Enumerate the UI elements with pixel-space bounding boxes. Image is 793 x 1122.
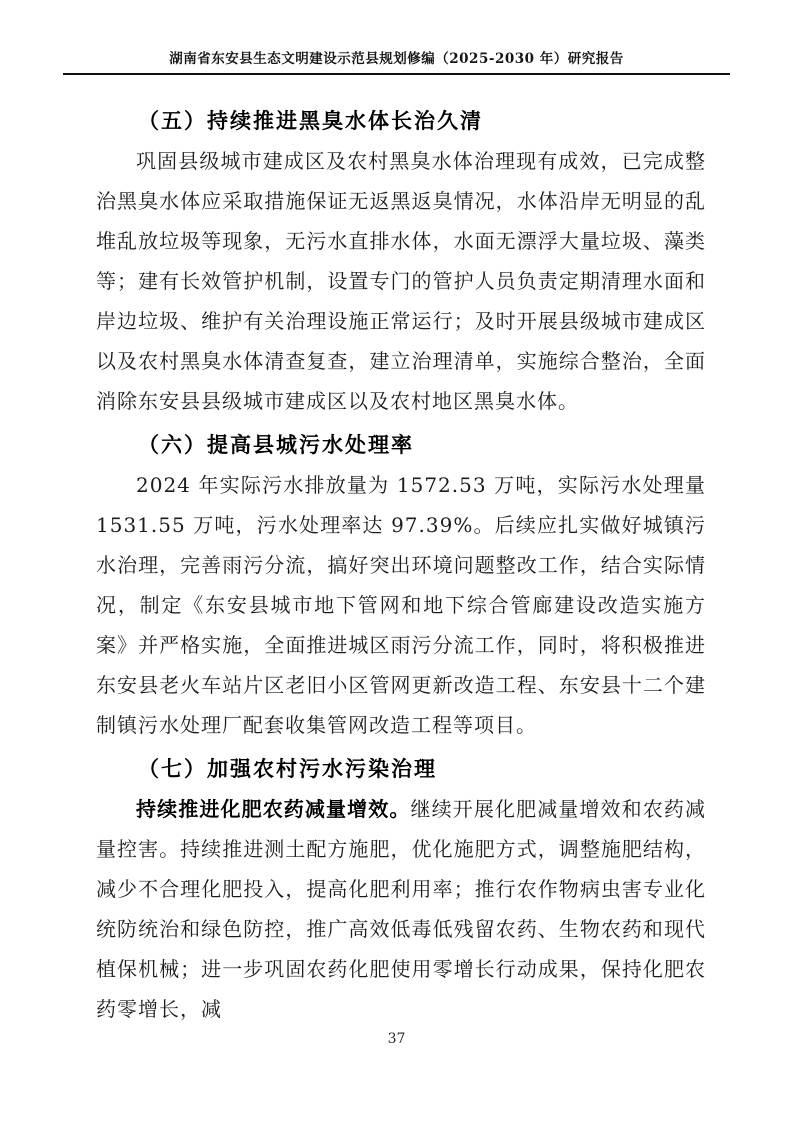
section-heading-7: （七）加强农村污水污染治理 (138, 756, 437, 781)
section-6-paragraph: 2024 年实际污水排放量为 1572.53 万吨，实际污水处理量 1531.55 万吨，污水处理率达 97.39%。后续应扎实做好城镇污水治理，完善雨污分流，搞好突出环境问题整改工作，结合实际情况，制定《东安县城市地下管网和地下综合管廊建设改造实施方案》并严格实施，全面推进城区雨污分流工作，同时，将积极推进东安县老火车站片区老旧小区管网更新改造工程、东安县十二个建制镇污水处理厂配套收集管网改造工程等项目。 (96, 473, 706, 737)
section-7-paragraph (96, 789, 706, 1029)
paragraph-lead-bold: 持续推进化肥农药减量增效。 (136, 797, 411, 821)
report-title: 湖南省东安县生态文明建设示范县规划修编（2025-2030 年）研究报告 (169, 51, 624, 67)
document-body (96, 101, 706, 1029)
page-footer (0, 1030, 793, 1048)
section-5-paragraph: 巩固县级城市建成区及农村黑臭水体治理现有成效，已完成整治黑臭水体应采取措施保证无返黑返臭情况，水体沿岸无明显的乱堆乱放垃圾等现象，无污水直排水体，水面无漂浮大量垃圾、藻类等；建有长效管护机制，设置专门的管护人员负责定期清理水面和岸边垃圾、维护有关治理设施正常运行；及时开展县级城市建成区以及农村黑臭水体清查复查，建立治理清单，实施综合整治，全面消除东安县县级城市建成区以及农村地区黑臭水体。 (96, 149, 706, 413)
page-header (63, 0, 730, 75)
section-heading-5: （五）持续推进黑臭水体长治久清 (138, 108, 483, 133)
section-heading-6: （六）提高县城污水处理率 (138, 432, 414, 457)
paragraph-body-text: 继续开展化肥减量增效和农药减量控害。持续推进测土配方施肥，优化施肥方式，调整施肥结构，减少不合理化肥投入，提高化肥利用率；推行农作物病虫害专业化统防统治和绿色防控，推广高效低毒低残留农药、生物农药和现代植保机械；进一步巩固农药化肥使用零增长行动成果，保持化肥农药零增长，减 (96, 797, 706, 1021)
page-number: 37 (387, 1031, 406, 1047)
